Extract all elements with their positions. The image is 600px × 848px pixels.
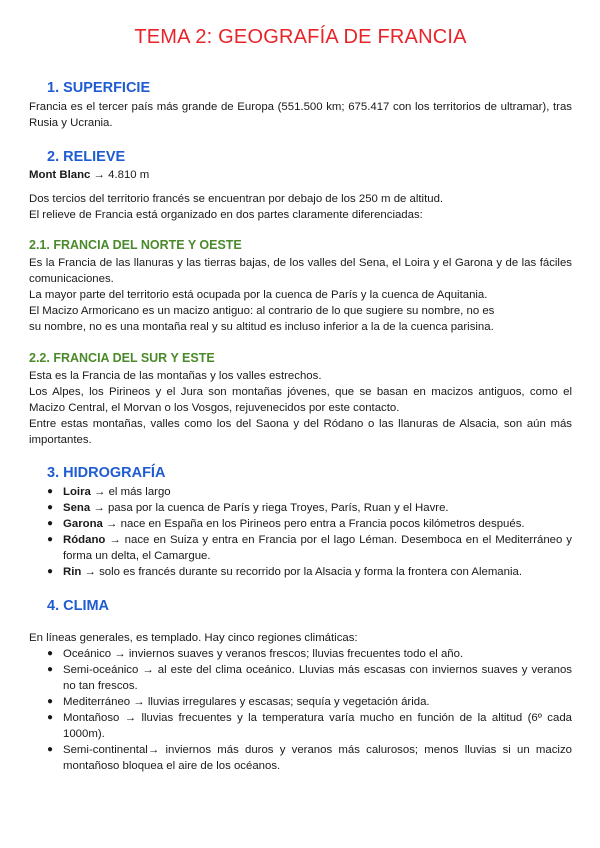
norte-paragraph-4: su nombre, no es una montaña real y su altitud es incluso inferior a la de la cuenca parisina. (29, 321, 494, 333)
river-name: Ródano (63, 534, 106, 546)
heading-francia-sur-este: 2.2. FRANCIA DEL SUR Y ESTE (29, 351, 215, 365)
river-description: → pasa por la cuenca de París y riega Troyes, París, Ruan y el Havre. (90, 502, 449, 514)
list-item (29, 694, 572, 710)
sur-paragraph-3: Entre estas montañas, valles como los del Saona y del Ródano o las llanuras de Alsacia, son aún más importantes. (29, 418, 572, 446)
climate-description: Semi-continental→ inviernos más duros y veranos más calurosos; menos lluvias si un macizo montañoso bloquea el aire de los océanos. (63, 744, 572, 772)
river-name: Garona (63, 518, 103, 530)
relieve-paragraph-2: El relieve de Francia está organizado en dos partes claramente diferenciadas: (29, 209, 423, 221)
river-name: Rin (63, 566, 82, 578)
river-name: Sena (63, 502, 91, 514)
climate-list (29, 646, 572, 774)
clima-intro: En líneas generales, es templado. Hay cinco regiones climáticas: (29, 632, 358, 644)
heading-francia-norte-oeste: 2.1. FRANCIA DEL NORTE Y OESTE (29, 238, 242, 252)
bullet-icon: ● (47, 744, 54, 755)
superficie-text: Francia es el tercer país más grande de Europa (551.500 km; 675.417 con los territorios de ultramar), tras Rusia y Ucrania. (29, 101, 572, 129)
list-item (29, 564, 572, 580)
sur-paragraph-1: Esta es la Francia de las montañas y los valles estrechos. (29, 370, 322, 382)
climate-description: Oceánico → inviernos suaves y veranos frescos; lluvias frecuentes todo el año. (63, 648, 464, 660)
list-item (29, 532, 572, 564)
bullet-icon: ● (47, 712, 54, 723)
bullet-icon: ● (47, 566, 54, 577)
relieve-paragraph-1: Dos tercios del territorio francés se encuentran por debajo de los 250 m de altitud. (29, 193, 444, 205)
river-name: Loira (63, 486, 91, 498)
norte-paragraph-3: El Macizo Armoricano es un macizo antiguo: al contrario de lo que sugiere su nombre, no es (29, 305, 495, 317)
page-title: TEMA 2: GEOGRAFÍA DE FRANCIA (134, 26, 467, 48)
bullet-icon: ● (47, 518, 54, 529)
rivers-list (29, 484, 572, 580)
river-description: → solo es francés durante su recorrido por la Alsacia y forma la frontera con Alemania. (81, 566, 523, 578)
mont-blanc-value: → 4.810 m (90, 169, 150, 181)
norte-paragraph-2: La mayor parte del territorio está ocupada por la cuenca de París y la cuenca de Aquitania. (29, 289, 488, 301)
climate-description: Mediterráneo → lluvias irregulares y escasas; sequía y vegetación árida. (63, 696, 430, 708)
heading-clima: 4. CLIMA (47, 598, 110, 614)
list-item (29, 500, 572, 516)
list-item (29, 710, 572, 742)
bullet-icon: ● (47, 534, 54, 545)
climate-description: Semi-oceánico → al este del clima oceánico. Lluvias más escasas con inviernos suaves y veranos no tan frescos. (63, 664, 572, 692)
heading-superficie: 1. SUPERFICIE (47, 80, 151, 96)
mont-blanc-line (29, 167, 572, 183)
list-item (29, 646, 572, 662)
climate-description: Montañoso → lluvias frecuentes y la temperatura varía mucho en función de la altitud (6º cada 1000m). (63, 712, 572, 740)
list-item (29, 516, 572, 532)
heading-hidrografia: 3. HIDROGRAFÍA (47, 465, 166, 481)
bullet-icon: ● (47, 648, 54, 659)
sur-paragraph-2: Los Alpes, los Pirineos y el Jura son montañas jóvenes, que se basan en macizos antiguos, como el Macizo Central, el Morvan o los Vosgos, rejuvenecidos por este contacto. (29, 386, 572, 414)
bullet-icon: ● (47, 486, 54, 497)
list-item (29, 742, 572, 774)
river-description: → nace en Suiza y entra en Francia por el lago Léman. Desemboca en el Mediterráneo y forma un delta, el Camargue. (63, 534, 572, 562)
heading-relieve: 2. RELIEVE (47, 149, 126, 165)
norte-paragraph-1: Es la Francia de las llanuras y las tierras bajas, de los valles del Sena, el Loira y el Garona y de las fáciles comunicaciones. (29, 257, 572, 285)
river-description: → el más largo (90, 486, 171, 498)
mont-blanc-label: Mont Blanc (29, 169, 91, 181)
list-item (29, 484, 572, 500)
bullet-icon: ● (47, 696, 54, 707)
river-description: → nace en España en los Pirineos pero entra a Francia pocos kilómetros después. (102, 518, 525, 530)
list-item (29, 662, 572, 694)
bullet-icon: ● (47, 502, 54, 513)
bullet-icon: ● (47, 664, 54, 675)
